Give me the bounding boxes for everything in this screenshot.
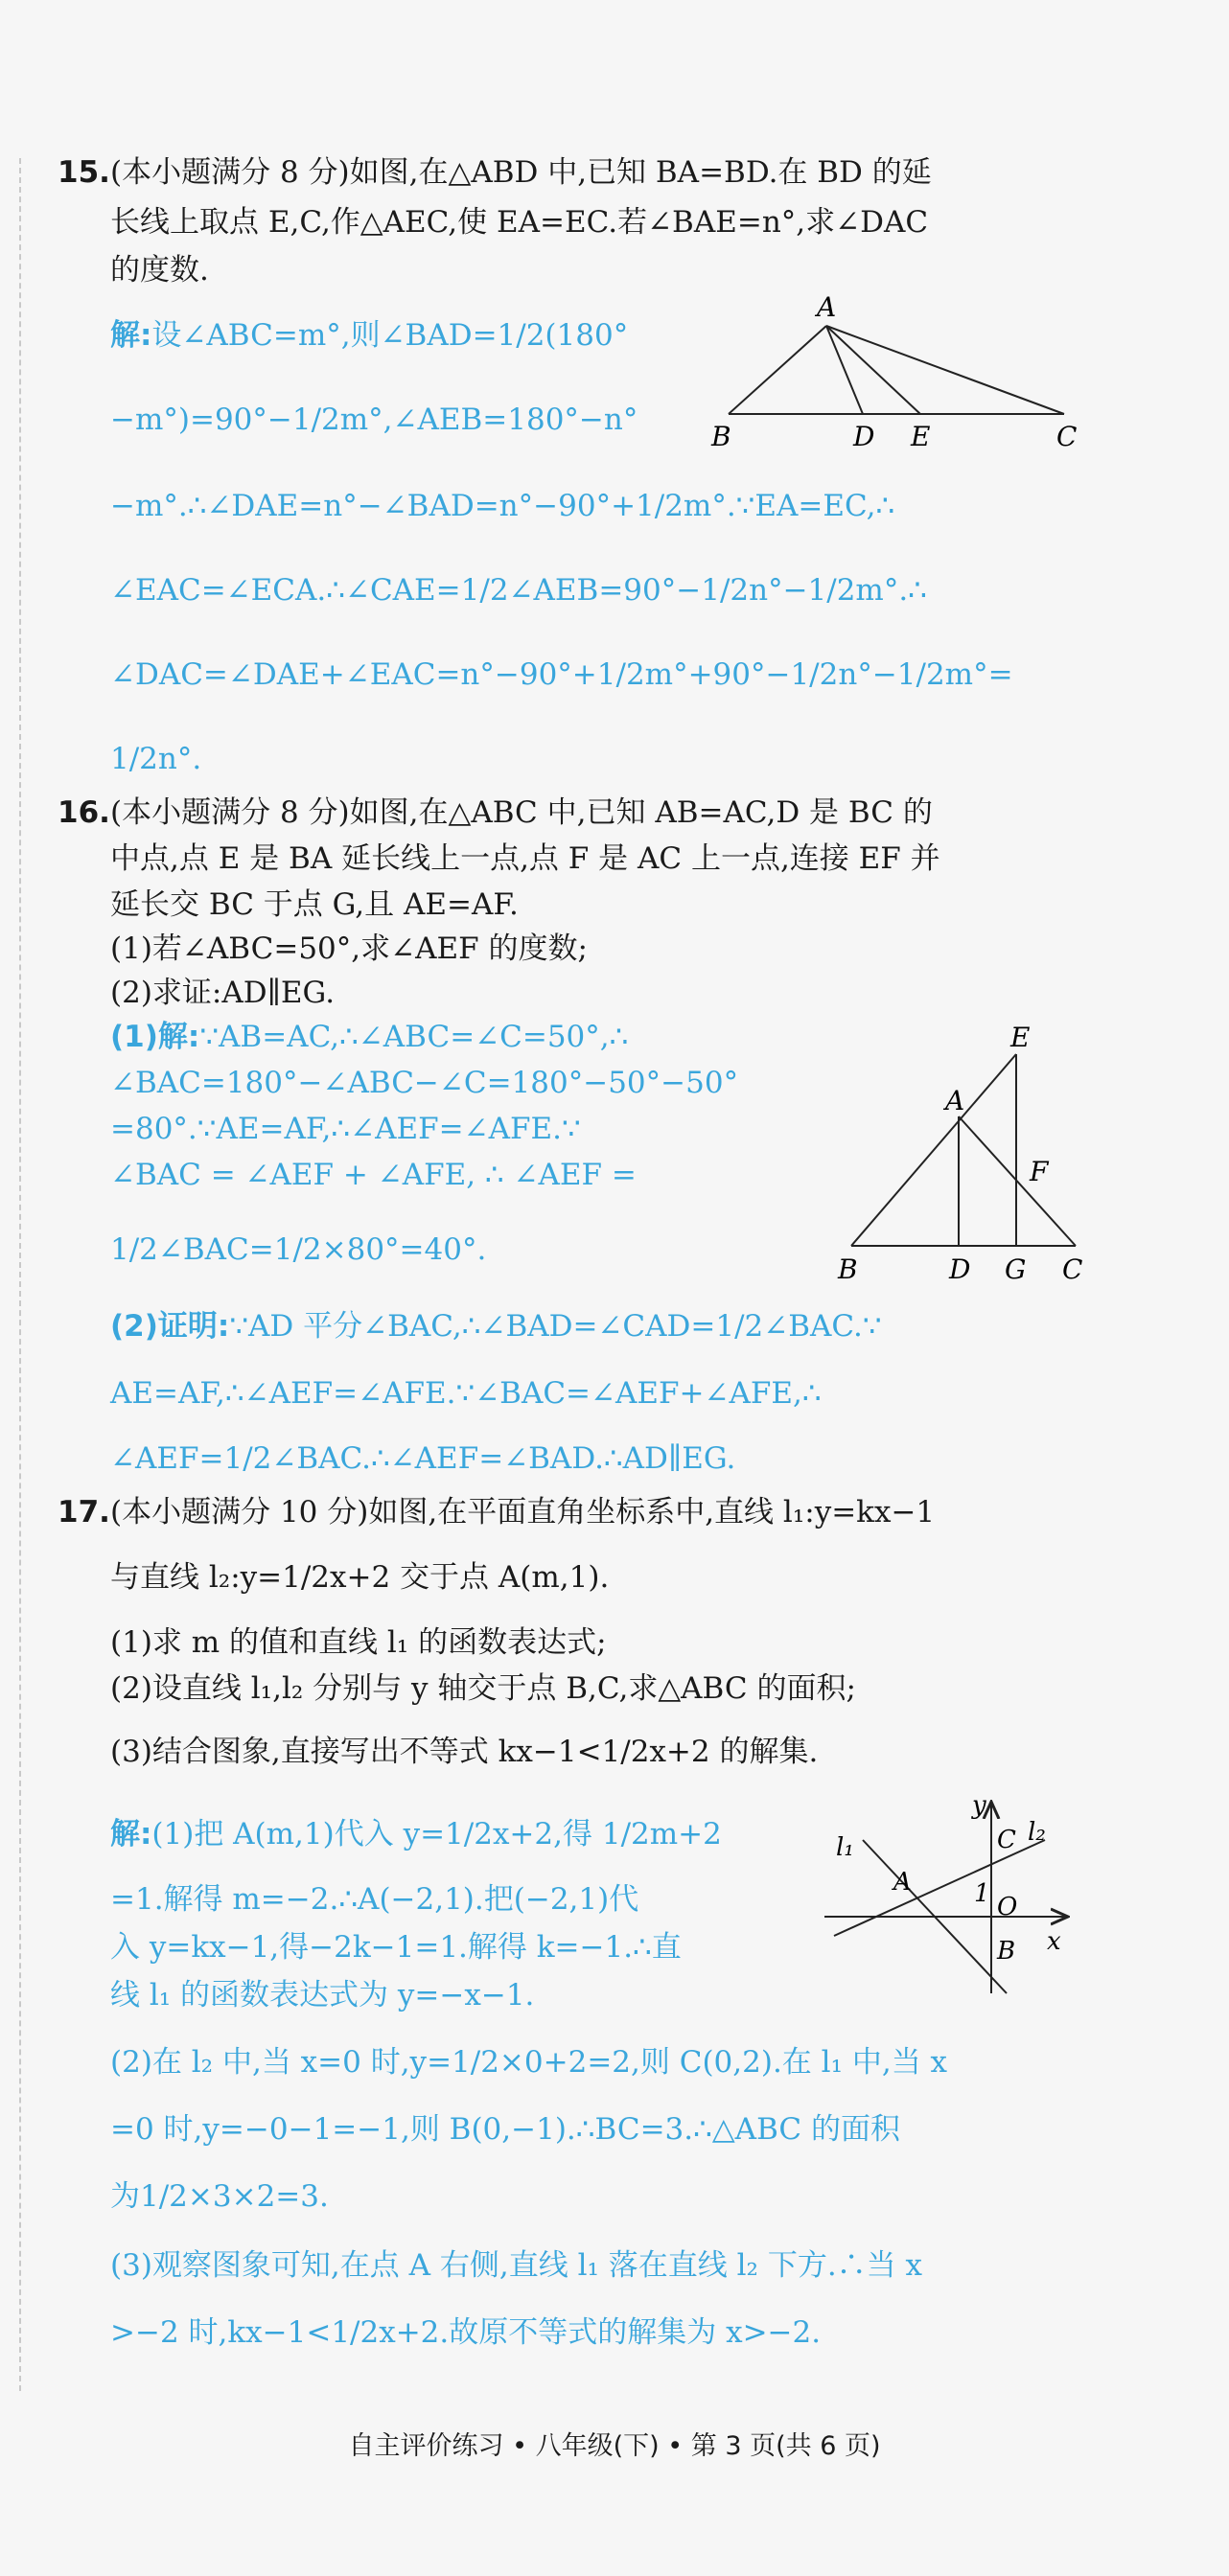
solution-line: =1.解得 m=−2.∴A(−2,1).把(−2,1)代 bbox=[110, 1882, 639, 1917]
solution-line: 入 y=kx−1,得−2k−1=1.解得 k=−1.∴直 bbox=[110, 1930, 682, 1965]
solution-line: ∠EAC=∠ECA.∴∠CAE=1/2∠AEB=90°−1/2n°−1/2m°.∴ bbox=[110, 573, 927, 608]
point-label-a: A bbox=[893, 1868, 912, 1897]
question-text: 中点,点 E 是 BA 延长线上一点,点 F 是 AC 上一点,连接 EF 并 bbox=[110, 841, 940, 876]
solution-line: −m°.∴∠DAE=n°−∠BAD=n°−90°+1/2m°.∵EA=EC,∴ bbox=[110, 489, 895, 523]
question-text: (2)设直线 l₁,l₂ 分别与 y 轴交于点 B,C,求△ABC 的面积; bbox=[110, 1671, 856, 1706]
line-label-l2: l₂ bbox=[1028, 1818, 1046, 1847]
question-text: (本小题满分 10 分)如图,在平面直角坐标系中,直线 l₁:y=kx−1 bbox=[110, 1495, 936, 1530]
point-label-a: A bbox=[945, 1085, 965, 1116]
solution-line: −m°)=90°−1/2m°,∠AEB=180°−n° bbox=[110, 402, 638, 437]
solution-line: (3)观察图象可知,在点 A 右侧,直线 l₁ 落在直线 l₂ 下方.∴当 x bbox=[110, 2248, 923, 2283]
solution-line: ∠BAC = ∠AEF + ∠AFE, ∴ ∠AEF = bbox=[110, 1158, 637, 1192]
point-label-c: C bbox=[997, 1826, 1016, 1854]
solution-line: =0 时,y=−0−1=−1,则 B(0,−1).∴BC=3.∴△ABC 的面积 bbox=[110, 2112, 900, 2147]
solution-line: ∠DAC=∠DAE+∠EAC=n°−90°+1/2m°+90°−1/2n°−1/2m°= bbox=[110, 657, 1013, 692]
solution-line: ∠AEF=1/2∠BAC.∴∠AEF=∠BAD.∴AD∥EG. bbox=[110, 1441, 736, 1476]
question-text: 延长交 BC 于点 G,且 AE=AF. bbox=[110, 887, 519, 922]
point-label-b: B bbox=[838, 1254, 858, 1285]
question-text: (1)若∠ABC=50°,求∠AEF 的度数; bbox=[110, 932, 588, 966]
solution-line: (2)在 l₂ 中,当 x=0 时,y=1/2×0+2=2,则 C(0,2).在 l₁ 中,当 x bbox=[110, 2045, 948, 2080]
question-text: (1)求 m 的值和直线 l₁ 的函数表达式; bbox=[110, 1625, 607, 1660]
question-text: (3)结合图象,直接写出不等式 kx−1<1/2x+2 的解集. bbox=[110, 1735, 819, 1769]
tick-label-1: 1 bbox=[974, 1879, 990, 1908]
question-text: (本小题满分 8 分)如图,在△ABD 中,已知 BA=BD.在 BD 的延 bbox=[110, 155, 932, 190]
solution-line: =80°.∵AE=AF,∴∠AEF=∠AFE.∵ bbox=[110, 1112, 581, 1146]
question-text: (本小题满分 8 分)如图,在△ABC 中,已知 AB=AC,D 是 BC 的 bbox=[110, 795, 933, 830]
solution-text: ∵AD 平分∠BAC,∴∠BAD=∠CAD=1/2∠BAC.∵ bbox=[229, 1309, 882, 1344]
coordinate-figure-17 bbox=[815, 1792, 1083, 2003]
point-label-o: O bbox=[997, 1893, 1018, 1921]
solution-line: AE=AF,∴∠AEF=∠AFE.∵∠BAC=∠AEF+∠AFE,∴ bbox=[110, 1376, 822, 1411]
solution-label: (2)证明: bbox=[110, 1309, 230, 1344]
solution-label: 解: bbox=[110, 318, 152, 353]
point-label-a: A bbox=[817, 291, 837, 323]
point-label-e: E bbox=[1010, 1022, 1031, 1053]
solution-text: (1)把 A(m,1)代入 y=1/2x+2,得 1/2m+2 bbox=[151, 1817, 722, 1852]
point-label-e: E bbox=[911, 421, 931, 450]
solution-line: 为1/2×3×2=3. bbox=[110, 2179, 329, 2214]
page-footer: 自主评价练习 • 八年级(下) • 第 3 页(共 6 页) bbox=[348, 2431, 881, 2461]
point-label-c: C bbox=[1056, 421, 1078, 450]
point-label-f: F bbox=[1030, 1156, 1049, 1187]
question-text: 长线上取点 E,C,作△AEC,使 EA=EC.若∠BAE=n°,求∠DAC bbox=[110, 205, 929, 240]
point-label-g: G bbox=[1005, 1254, 1027, 1285]
point-label-d: D bbox=[949, 1254, 971, 1285]
solution-line bbox=[110, 1815, 722, 1853]
question-number: 16. bbox=[58, 795, 110, 830]
point-label-b: B bbox=[711, 421, 731, 450]
solution-text: ∵AB=AC,∴∠ABC=∠C=50°,∴ bbox=[199, 1020, 629, 1054]
triangle-figure-15 bbox=[709, 288, 1093, 450]
question-text: 的度数. bbox=[110, 253, 209, 288]
question-text: 与直线 l₂:y=1/2x+2 交于点 A(m,1). bbox=[110, 1560, 610, 1595]
question-text: (2)求证:AD∥EG. bbox=[110, 976, 336, 1010]
solution-text: 设∠ABC=m°,则∠BAD=1/2(180° bbox=[151, 318, 629, 353]
solution-label: 解: bbox=[110, 1817, 152, 1852]
solution-line: 1/2n°. bbox=[110, 742, 202, 776]
solution-line: 线 l₁ 的函数表达式为 y=−x−1. bbox=[110, 1978, 535, 2012]
point-label-b: B bbox=[997, 1937, 1016, 1966]
axis-label-y: y bbox=[972, 1792, 986, 1820]
solution-label: (1)解: bbox=[110, 1020, 200, 1054]
question-number: 15. bbox=[58, 155, 110, 190]
solution-line bbox=[110, 1307, 882, 1346]
point-label-d: D bbox=[853, 421, 875, 450]
solution-line: >−2 时,kx−1<1/2x+2.故原不等式的解集为 x>−2. bbox=[110, 2315, 822, 2350]
solution-line bbox=[110, 1018, 628, 1056]
question-number: 17. bbox=[58, 1495, 110, 1530]
line-label-l1: l₁ bbox=[836, 1833, 854, 1862]
solution-line: 1/2∠BAC=1/2×80°=40°. bbox=[110, 1232, 487, 1267]
point-label-c: C bbox=[1062, 1254, 1083, 1285]
solution-line bbox=[110, 316, 628, 355]
axis-label-x: x bbox=[1047, 1927, 1061, 1956]
triangle-figure-16 bbox=[824, 1016, 1093, 1294]
solution-line: ∠BAC=180°−∠ABC−∠C=180°−50°−50° bbox=[110, 1066, 739, 1100]
